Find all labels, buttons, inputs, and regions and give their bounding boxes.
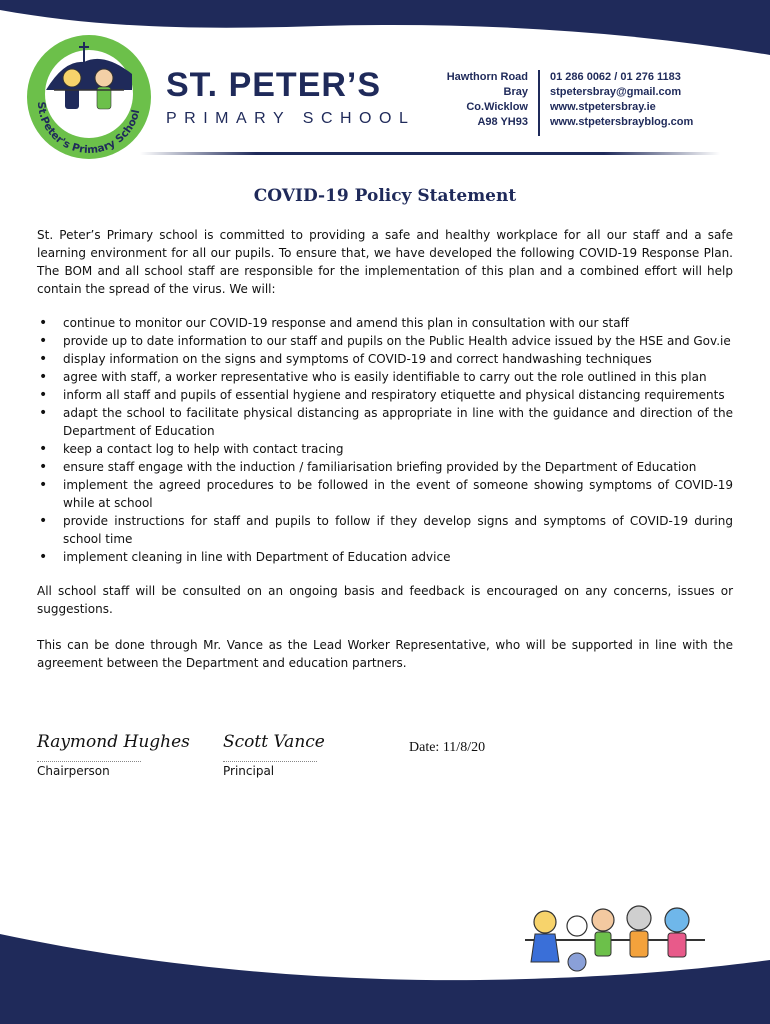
address-line: Hawthorn Road <box>446 71 528 83</box>
consultation-paragraph: All school staff will be consulted on an ongoing basis and feedback is encouraged on any concerns, issues or suggestions. <box>37 584 733 616</box>
school-logo <box>24 32 154 162</box>
list-item: • keep a contact log to help with contact tracing <box>63 440 733 458</box>
list-item: • provide up to date information to our staff and pupils on the Public Health advice issued by the HSE and Gov.ie <box>63 332 733 350</box>
list-item: • adapt the school to facilitate physical distancing as appropriate in line with the guidance and direction of the Department of Education <box>63 404 733 440</box>
principal-signature-line <box>223 761 317 762</box>
website-link: www.stpetersbray.ie <box>550 101 656 113</box>
document-title: COVID-19 Policy Statement <box>253 186 517 206</box>
chairperson-label: Chairperson <box>37 764 110 778</box>
header-rule <box>140 152 720 155</box>
chairperson-signature-line <box>37 761 141 762</box>
list-item: • continue to monitor our COVID-19 response and amend this plan in consultation with our staff <box>63 314 733 332</box>
list-item: • inform all staff and pupils of essential hygiene and respiratory etiquette and physical distancing requirements <box>63 386 733 404</box>
address-line: Bray <box>503 86 528 98</box>
school-address <box>428 70 528 130</box>
signature-date: Date: 11/8/20 <box>409 740 486 755</box>
children-illustration-icon <box>515 900 715 980</box>
list-item: • provide instructions for staff and pupils to follow if they develop signs and symptoms of COVID-19 during school time <box>63 512 733 548</box>
commitment-list <box>37 314 733 566</box>
phone-numbers: 01 286 0062 / 01 276 1183 <box>550 71 681 83</box>
list-item: • implement the agreed procedures to be followed in the event of someone showing symptoms of COVID-19 while at school <box>63 476 733 512</box>
intro-paragraph: St. Peter’s Primary school is committed to providing a safe and healthy workplace for all our staff and a safe learning environment for all our pupils. To ensure that, we have developed the following COVID-19 Response Plan. The BOM and all school staff are responsible for the implementation of this plan and a combined effort will help contain the spread of the virus. We will: <box>37 228 733 296</box>
address-line: A98 YH93 <box>477 116 528 128</box>
list-item: • agree with staff, a worker representative who is easily identifiable to carry out the role outlined in this plan <box>63 368 733 386</box>
email-address: stpetersbray@gmail.com <box>550 86 682 98</box>
blog-link: www.stpetersbrayblog.com <box>550 116 694 128</box>
principal-label: Principal <box>223 764 275 778</box>
school-name: ST. PETER’S <box>166 66 382 104</box>
list-item: • ensure staff engage with the induction / familiarisation briefing provided by the Department of Education <box>63 458 733 476</box>
principal-signature: Scott Vance <box>223 732 325 752</box>
school-subtitle: PRIMARY SCHOOL <box>166 110 416 127</box>
list-item: • implement cleaning in line with Department of Education advice <box>63 548 733 566</box>
header-divider <box>538 70 540 136</box>
logo-arc-text: St.Peter's Primary School <box>34 101 143 157</box>
document-body <box>37 226 733 672</box>
school-contact <box>550 70 693 130</box>
list-item: • display information on the signs and symptoms of COVID-19 and correct handwashing techniques <box>63 350 733 368</box>
representative-paragraph: This can be done through Mr. Vance as the Lead Worker Representative, who will be supported in line with the agreement between the Department and education partners. <box>37 638 733 670</box>
chairperson-signature: Raymond Hughes <box>37 732 190 752</box>
address-line: Co.Wicklow <box>466 101 528 113</box>
